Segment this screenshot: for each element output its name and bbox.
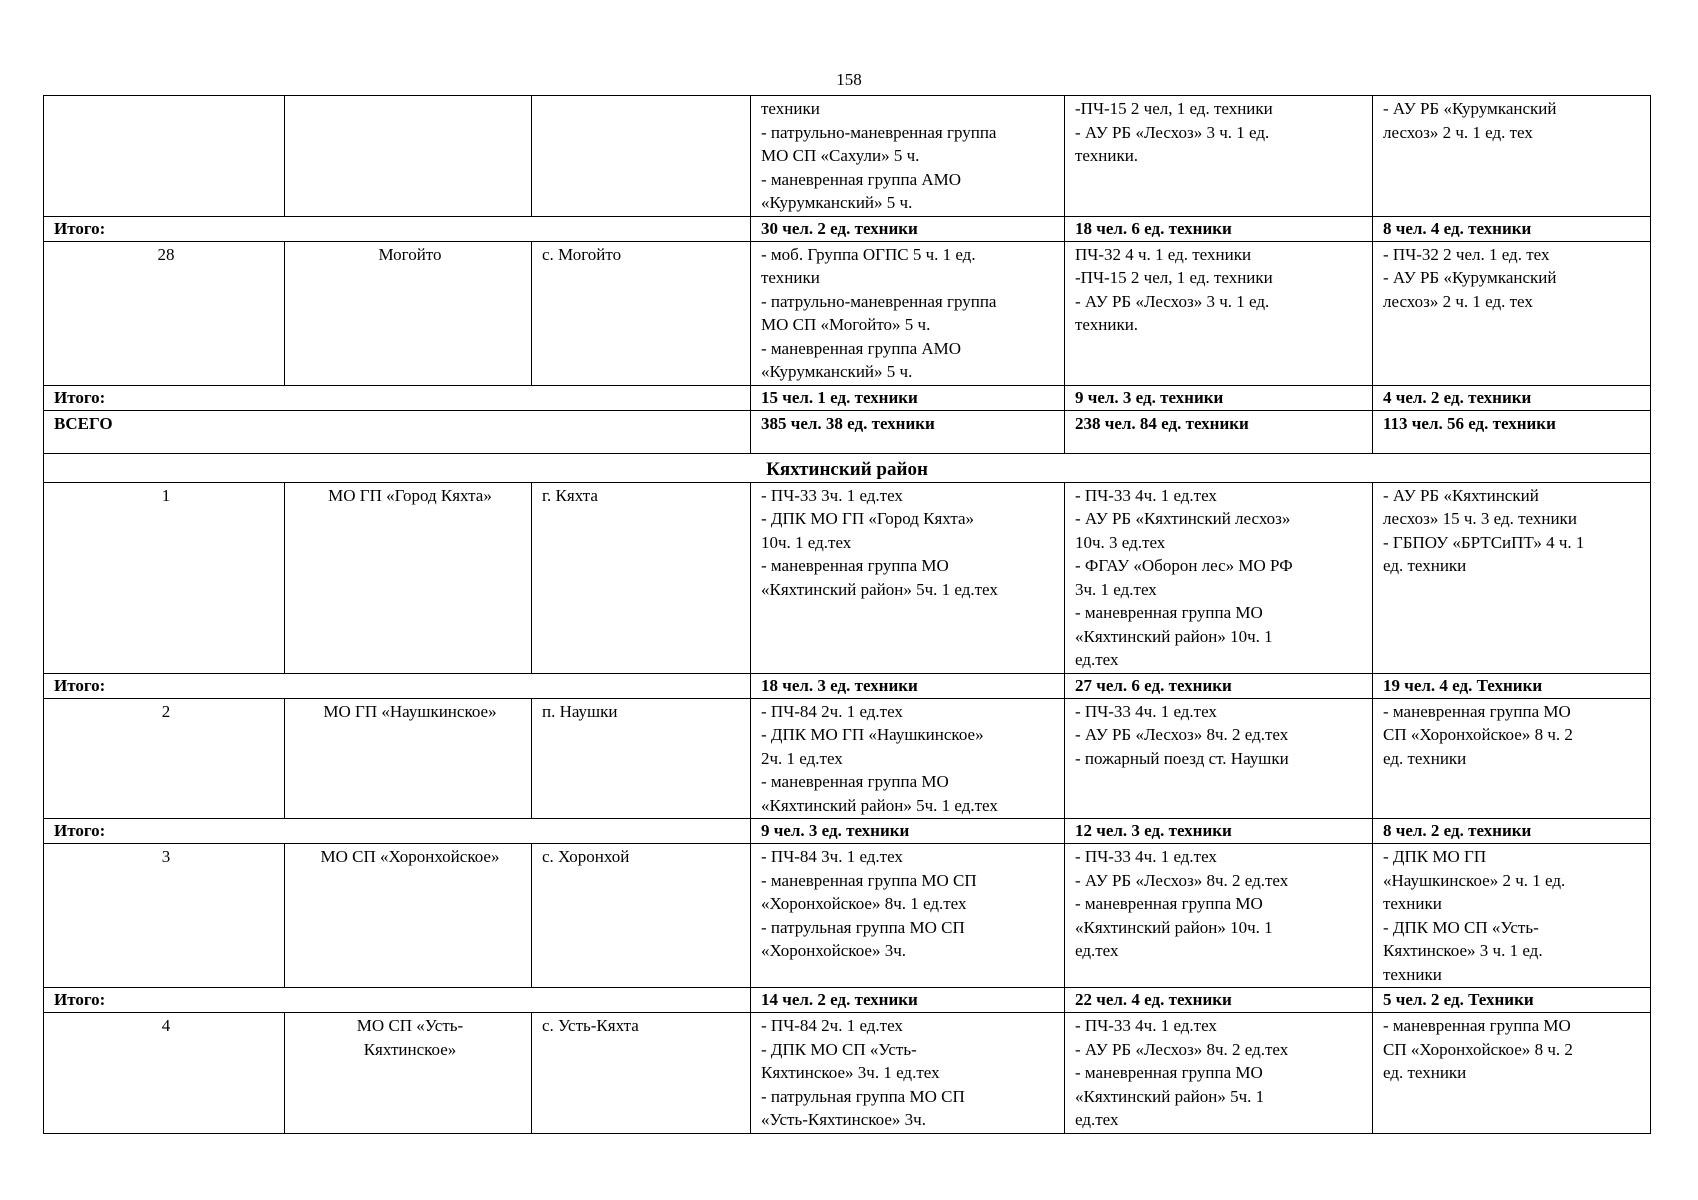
row-number: 28	[44, 241, 285, 385]
grand-total-row	[44, 410, 1651, 453]
cell-line: «Хоронхойское» 8ч. 1 ед.тех	[761, 894, 967, 913]
cell-line: - ФГАУ «Оборон лес» МО РФ	[1075, 556, 1293, 575]
cell-line: -ПЧ-15 2 чел, 1 ед. техники	[1075, 99, 1273, 118]
cell-line: - маневренная группа МО	[1075, 1063, 1263, 1082]
cell-line: лесхоз» 2 ч. 1 ед. тех	[1383, 122, 1533, 142]
municipality-cell: МО СП «Усть- Кяхтинское»	[285, 1013, 532, 1134]
row-number: 1	[44, 482, 285, 673]
cell-line: - маневренная группа АМО	[761, 338, 962, 358]
cell-line: - патрульная группа МО СП	[761, 1086, 965, 1106]
table-row	[44, 1013, 1651, 1134]
settlement-cell: с. Могойто	[532, 241, 751, 385]
cell-line: ед. техники	[1383, 748, 1467, 768]
cell-line: - ПЧ-33 4ч. 1 ед.тех	[1075, 485, 1217, 505]
cell-line: «Усть-Кяхтинское» 3ч.	[761, 1110, 926, 1129]
cell-line: - АУ РБ «Лесхоз» 3 ч. 1 ед.	[1075, 291, 1270, 311]
row-number: 4	[44, 1013, 285, 1134]
page-number: 158	[836, 70, 862, 89]
cell-line: МО СП «Могойто» 5 ч.	[761, 315, 931, 334]
cell-line: МО СП «Сахули» 5 ч.	[761, 146, 920, 165]
cell-line: - маневренная группа МО	[761, 556, 949, 575]
cell-line: - АУ РБ «Лесхоз» 8ч. 2 ед.тех	[1075, 870, 1289, 890]
forces-col3-cell	[1373, 698, 1651, 819]
row-number: 2	[44, 698, 285, 819]
cell-line: - ПЧ-84 3ч. 1 ед.тех	[761, 847, 903, 866]
table-row	[44, 698, 1651, 819]
cell-line: - маневренная группа МО	[1075, 894, 1263, 913]
cell-line: - ДПК МО ГП «Город Кяхта»	[761, 509, 975, 528]
cell-line: «Хоронхойское» 3ч.	[761, 941, 906, 960]
cell-line: - маневренная группа АМО	[761, 169, 962, 189]
total-col1: 15 чел. 1 ед. техники	[751, 385, 1065, 410]
cell-line: - ДПК МО ГП «Наушкинское»	[761, 725, 984, 744]
cell-line: «Кяхтинский район» 5ч. 1	[1075, 1086, 1265, 1106]
cell-line: - ПЧ-33 4ч. 1 ед.тех	[1075, 701, 1217, 721]
settlement-cell: с. Усть-Кяхта	[532, 1013, 751, 1134]
cell-line: техники.	[1075, 146, 1139, 165]
total-col3: 4 чел. 2 ед. техники	[1373, 385, 1651, 410]
forces-col2-cell	[1065, 844, 1373, 988]
total-col2: 22 чел. 4 ед. техники	[1065, 988, 1373, 1013]
total-row	[44, 988, 1651, 1013]
forces-col3-cell	[1373, 482, 1651, 673]
grand-total-col1: 385 чел. 38 ед. техники	[751, 410, 1065, 453]
total-col3: 8 чел. 2 ед. техники	[1373, 819, 1651, 844]
municipality-cell	[285, 96, 532, 217]
cell-line: - маневренная группа МО	[1383, 701, 1571, 721]
cell-line: 10ч. 1 ед.тех	[761, 532, 852, 552]
cell-line: - пожарный поезд ст. Наушки	[1075, 748, 1289, 768]
total-label: Итого:	[44, 385, 751, 410]
cell-line: - АУ РБ «Лесхоз» 8ч. 2 ед.тех	[1075, 1039, 1289, 1059]
total-row	[44, 216, 1651, 241]
cell-line: техники	[1383, 964, 1442, 984]
total-label: Итого:	[44, 673, 751, 698]
cell-line: 3ч. 1 ед.тех	[1075, 579, 1157, 599]
settlement-cell: с. Хоронхой	[532, 844, 751, 988]
cell-line: - маневренная группа МО	[761, 772, 949, 791]
total-col3: 8 чел. 4 ед. техники	[1373, 216, 1651, 241]
district-title: Кяхтинский район	[44, 453, 1651, 482]
total-row	[44, 819, 1651, 844]
cell-line: - ДПК МО ГП	[1383, 847, 1487, 866]
cell-line: - ДПК МО СП «Усть-	[1383, 917, 1539, 937]
settlement-cell: г. Кяхта	[532, 482, 751, 673]
cell-line: лесхоз» 2 ч. 1 ед. тех	[1383, 291, 1533, 311]
cell-line: - АУ РБ «Лесхоз» 8ч. 2 ед.тех	[1075, 725, 1289, 744]
total-row	[44, 385, 1651, 410]
cell-line: «Наушкинское» 2 ч. 1 ед.	[1383, 870, 1566, 890]
cell-line: - маневренная группа МО СП	[761, 870, 977, 890]
cell-line: -ПЧ-15 2 чел, 1 ед. техники	[1075, 268, 1273, 287]
cell-line: Кяхтинское» 3 ч. 1 ед.	[1383, 941, 1543, 960]
cell-line: ед.тех	[1075, 1110, 1119, 1129]
cell-line: «Кяхтинский район» 10ч. 1	[1075, 917, 1273, 937]
forces-col1-cell	[751, 96, 1065, 217]
municipality-cell: МО СП «Хоронхойское»	[285, 844, 532, 988]
total-col2: 18 чел. 6 ед. техники	[1065, 216, 1373, 241]
forces-col2-cell	[1065, 482, 1373, 673]
cell-line: ед. техники	[1383, 1063, 1467, 1082]
cell-line: - ПЧ-84 2ч. 1 ед.тех	[761, 701, 903, 721]
forces-col2-cell	[1065, 96, 1373, 217]
row-number: 3	[44, 844, 285, 988]
municipality-cell: МО ГП «Наушкинское»	[285, 698, 532, 819]
row-number	[44, 96, 285, 217]
cell-line: - АУ РБ «Курумканский	[1383, 99, 1557, 118]
table-row	[44, 844, 1651, 988]
forces-col1-cell	[751, 698, 1065, 819]
cell-line: СП «Хоронхойское» 8 ч. 2	[1383, 1039, 1573, 1059]
total-col1: 18 чел. 3 ед. техники	[751, 673, 1065, 698]
cell-line: - маневренная группа МО	[1075, 603, 1263, 622]
cell-line: ПЧ-32 4 ч. 1 ед. техники	[1075, 244, 1252, 264]
grand-total-label: ВСЕГО	[44, 410, 751, 453]
forces-col3-cell	[1373, 241, 1651, 385]
forces-col1-cell	[751, 1013, 1065, 1134]
forces-col3-cell	[1373, 1013, 1651, 1134]
table-row	[44, 96, 1651, 217]
cell-line: - ГБПОУ «БРТСиПТ» 4 ч. 1	[1383, 532, 1585, 552]
table-row	[44, 241, 1651, 385]
settlement-cell: п. Наушки	[532, 698, 751, 819]
cell-line: техники	[761, 99, 820, 118]
cell-line: «Кяхтинский район» 5ч. 1 ед.тех	[761, 795, 998, 815]
forces-col1-cell	[751, 844, 1065, 988]
cell-line: - ПЧ-33 4ч. 1 ед.тех	[1075, 1016, 1217, 1035]
cell-line: - ПЧ-33 4ч. 1 ед.тех	[1075, 847, 1217, 866]
cell-line: СП «Хоронхойское» 8 ч. 2	[1383, 725, 1573, 744]
cell-line: ед.тех	[1075, 941, 1119, 960]
cell-line: - маневренная группа МО	[1383, 1016, 1571, 1035]
cell-line: лесхоз» 15 ч. 3 ед. техники	[1383, 509, 1577, 528]
cell-line: 10ч. 3 ед.тех	[1075, 532, 1166, 552]
total-col2: 9 чел. 3 ед. техники	[1065, 385, 1373, 410]
cell-line: - патрульно-маневренная группа	[761, 291, 997, 311]
total-col3: 5 чел. 2 ед. Техники	[1373, 988, 1651, 1013]
cell-line: - патрульная группа МО СП	[761, 917, 965, 937]
total-col2: 12 чел. 3 ед. техники	[1065, 819, 1373, 844]
table-row	[44, 482, 1651, 673]
cell-line: - ПЧ-84 2ч. 1 ед.тех	[761, 1016, 903, 1035]
forces-col3-cell	[1373, 844, 1651, 988]
cell-line: Кяхтинское» 3ч. 1 ед.тех	[761, 1063, 940, 1082]
forces-col2-cell	[1065, 1013, 1373, 1134]
resource-allocation-table	[43, 95, 1651, 1134]
cell-line: - ДПК МО СП «Усть-	[761, 1039, 917, 1059]
forces-col3-cell	[1373, 96, 1651, 217]
forces-col2-cell	[1065, 241, 1373, 385]
cell-line: - АУ РБ «Кяхтинский лесхоз»	[1075, 509, 1291, 528]
cell-line: - ПЧ-33 3ч. 1 ед.тех	[761, 485, 903, 505]
cell-line: техники	[761, 268, 820, 287]
cell-line: ед.тех	[1075, 650, 1119, 669]
cell-line: «Кяхтинский район» 5ч. 1 ед.тех	[761, 579, 998, 599]
total-col3: 19 чел. 4 ед. Техники	[1373, 673, 1651, 698]
total-col2: 27 чел. 6 ед. техники	[1065, 673, 1373, 698]
total-col1: 30 чел. 2 ед. техники	[751, 216, 1065, 241]
grand-total-col2: 238 чел. 84 ед. техники	[1065, 410, 1373, 453]
total-label: Итого:	[44, 216, 751, 241]
cell-line: ед. техники	[1383, 556, 1467, 575]
total-label: Итого:	[44, 988, 751, 1013]
cell-line: 2ч. 1 ед.тех	[761, 748, 843, 768]
cell-line: «Курумканский» 5 ч.	[761, 362, 913, 381]
total-label: Итого:	[44, 819, 751, 844]
total-col1: 14 чел. 2 ед. техники	[751, 988, 1065, 1013]
cell-line: техники	[1383, 894, 1442, 913]
forces-col1-cell	[751, 241, 1065, 385]
cell-line: «Кяхтинский район» 10ч. 1	[1075, 626, 1273, 646]
cell-line: техники.	[1075, 315, 1139, 334]
cell-line: - моб. Группа ОГПС 5 ч. 1 ед.	[761, 244, 976, 264]
municipality-cell: Могойто	[285, 241, 532, 385]
forces-col1-cell	[751, 482, 1065, 673]
cell-line: - АУ РБ «Лесхоз» 3 ч. 1 ед.	[1075, 122, 1270, 142]
municipality-cell: МО ГП «Город Кяхта»	[285, 482, 532, 673]
total-row	[44, 673, 1651, 698]
grand-total-col3: 113 чел. 56 ед. техники	[1373, 410, 1651, 453]
cell-line: - АУ РБ «Курумканский	[1383, 268, 1557, 287]
settlement-cell	[532, 96, 751, 217]
forces-col2-cell	[1065, 698, 1373, 819]
cell-line: «Курумканский» 5 ч.	[761, 193, 913, 212]
cell-line: - АУ РБ «Кяхтинский	[1383, 485, 1539, 505]
district-heading-row	[44, 453, 1651, 482]
cell-line: - ПЧ-32 2 чел. 1 ед. тех	[1383, 244, 1550, 264]
cell-line: - патрульно-маневренная группа	[761, 122, 997, 142]
total-col1: 9 чел. 3 ед. техники	[751, 819, 1065, 844]
